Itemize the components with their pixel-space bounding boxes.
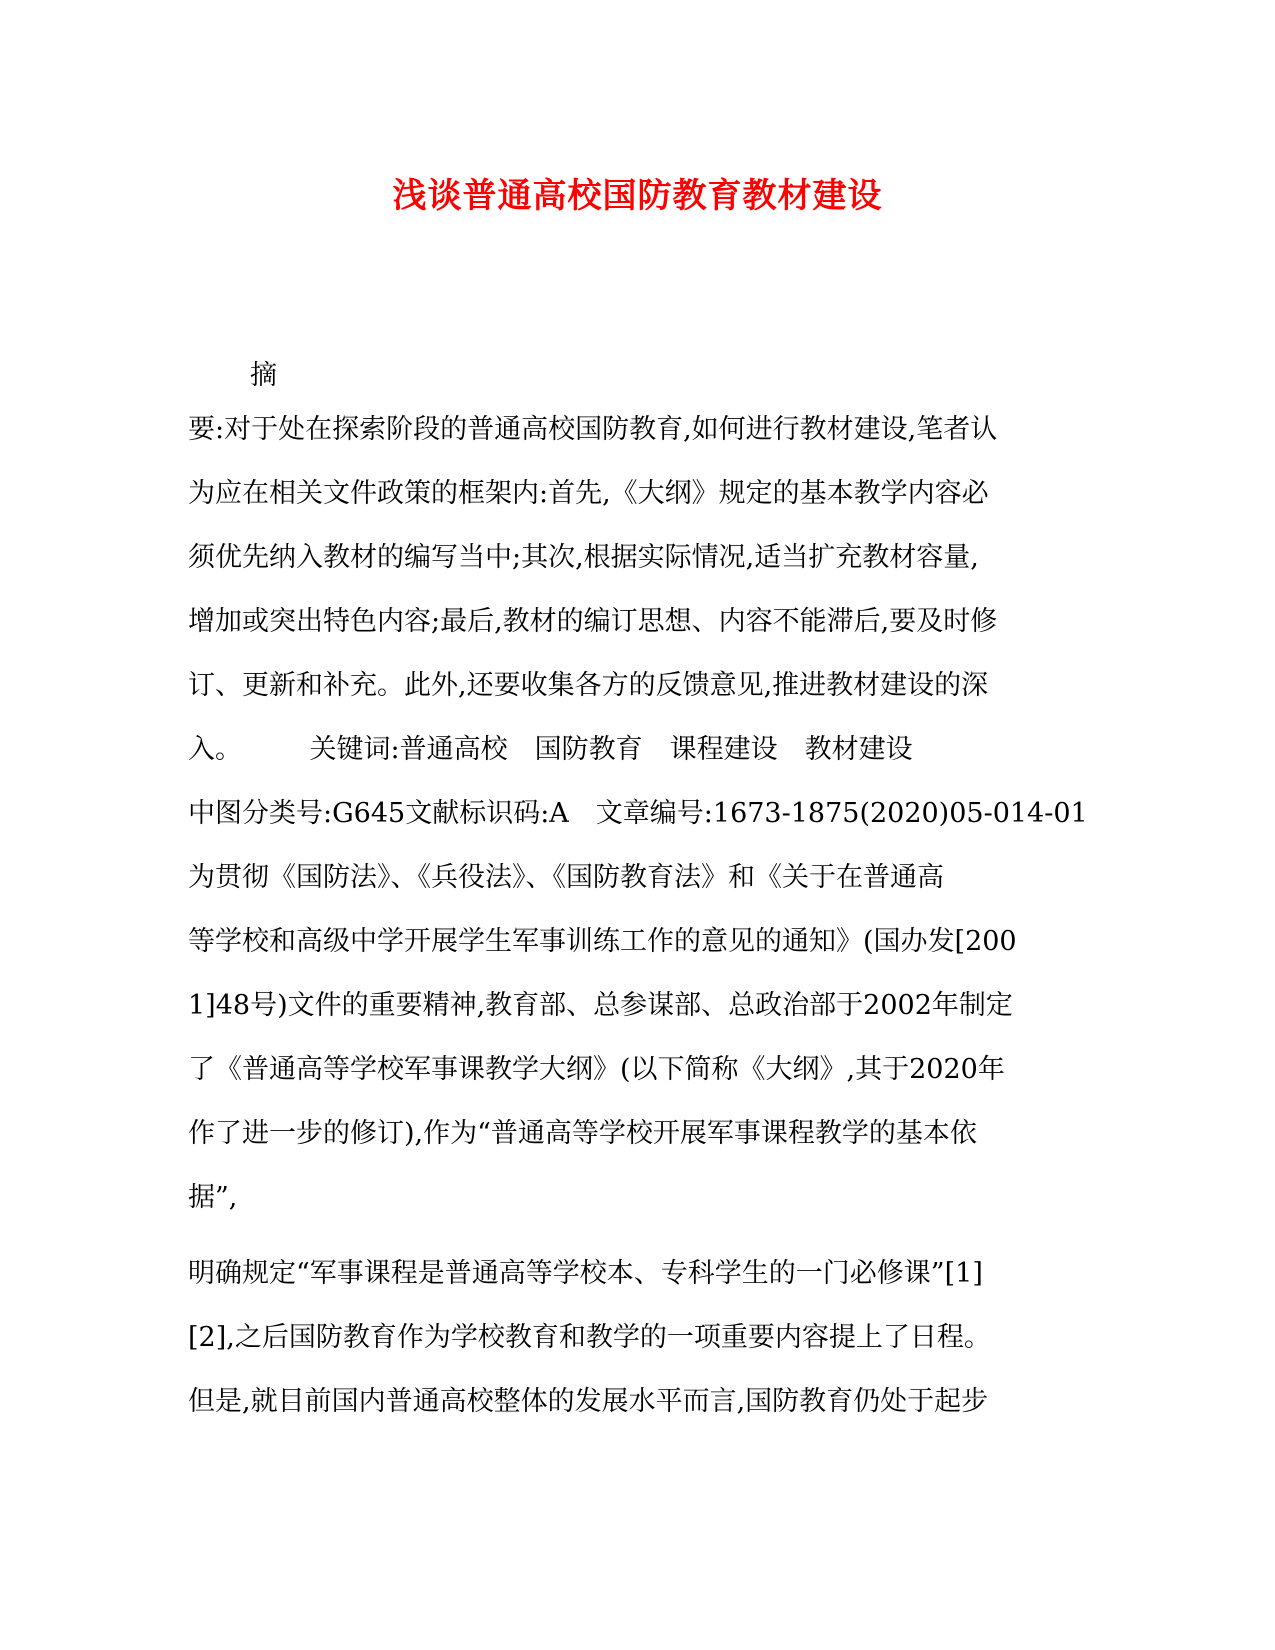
document-title: 浅谈普通高校国防教育教材建设 bbox=[392, 176, 883, 216]
body-line: 但是,就目前国内普通高校整体的发展水平而言,国防教育仍处于起步 bbox=[188, 1386, 989, 1417]
body-line: 为应在相关文件政策的框架内:首先,《大纲》规定的基本教学内容必 bbox=[188, 478, 989, 509]
body-line: 要:对于处在探索阶段的普通高校国防教育,如何进行教材建设,笔者认 bbox=[188, 414, 998, 445]
body-line: 须优先纳入教材的编写当中;其次,根据实际情况,适当扩充教材容量, bbox=[188, 542, 979, 573]
body-line: 订、更新和补充。此外,还要收集各方的反馈意见,推进教材建设的深 bbox=[188, 670, 989, 701]
body-line: 中图分类号:G645文献标识码:A 文章编号:1673-1875(2020)05-014-01 bbox=[188, 798, 1088, 829]
body-line: 为贯彻《国防法》、《兵役法》、《国防教育法》和《关于在普通高 bbox=[188, 862, 944, 893]
body-line: 1]48号)文件的重要精神,教育部、总参谋部、总政治部于2002年制定 bbox=[188, 990, 1013, 1021]
body-line: 作了进一步的修订),作为“普通高等学校开展军事课程教学的基本依 bbox=[188, 1118, 977, 1149]
body-line: 据”, bbox=[188, 1182, 238, 1213]
body-line: 增加或突出特色内容;最后,教材的编订思想、内容不能滞后,要及时修 bbox=[188, 606, 998, 637]
body-line: 了《普通高等学校军事课教学大纲》(以下简称《大纲》,其于2020年 bbox=[188, 1054, 1005, 1085]
abstract-label: 摘 bbox=[250, 360, 277, 391]
body-line: 明确规定“军事课程是普通高等学校本、专科学生的一门必修课”[1] bbox=[188, 1258, 983, 1289]
body-line: 等学校和高级中学开展学生军事训练工作的意见的通知》(国办发[200 bbox=[188, 926, 1017, 957]
document-body bbox=[188, 410, 1088, 1446]
body-line: 入。 关键词:普通高校 国防教育 课程建设 教材建设 bbox=[188, 734, 913, 765]
body-line: [2],之后国防教育作为学校教育和教学的一项重要内容提上了日程。 bbox=[188, 1322, 991, 1353]
